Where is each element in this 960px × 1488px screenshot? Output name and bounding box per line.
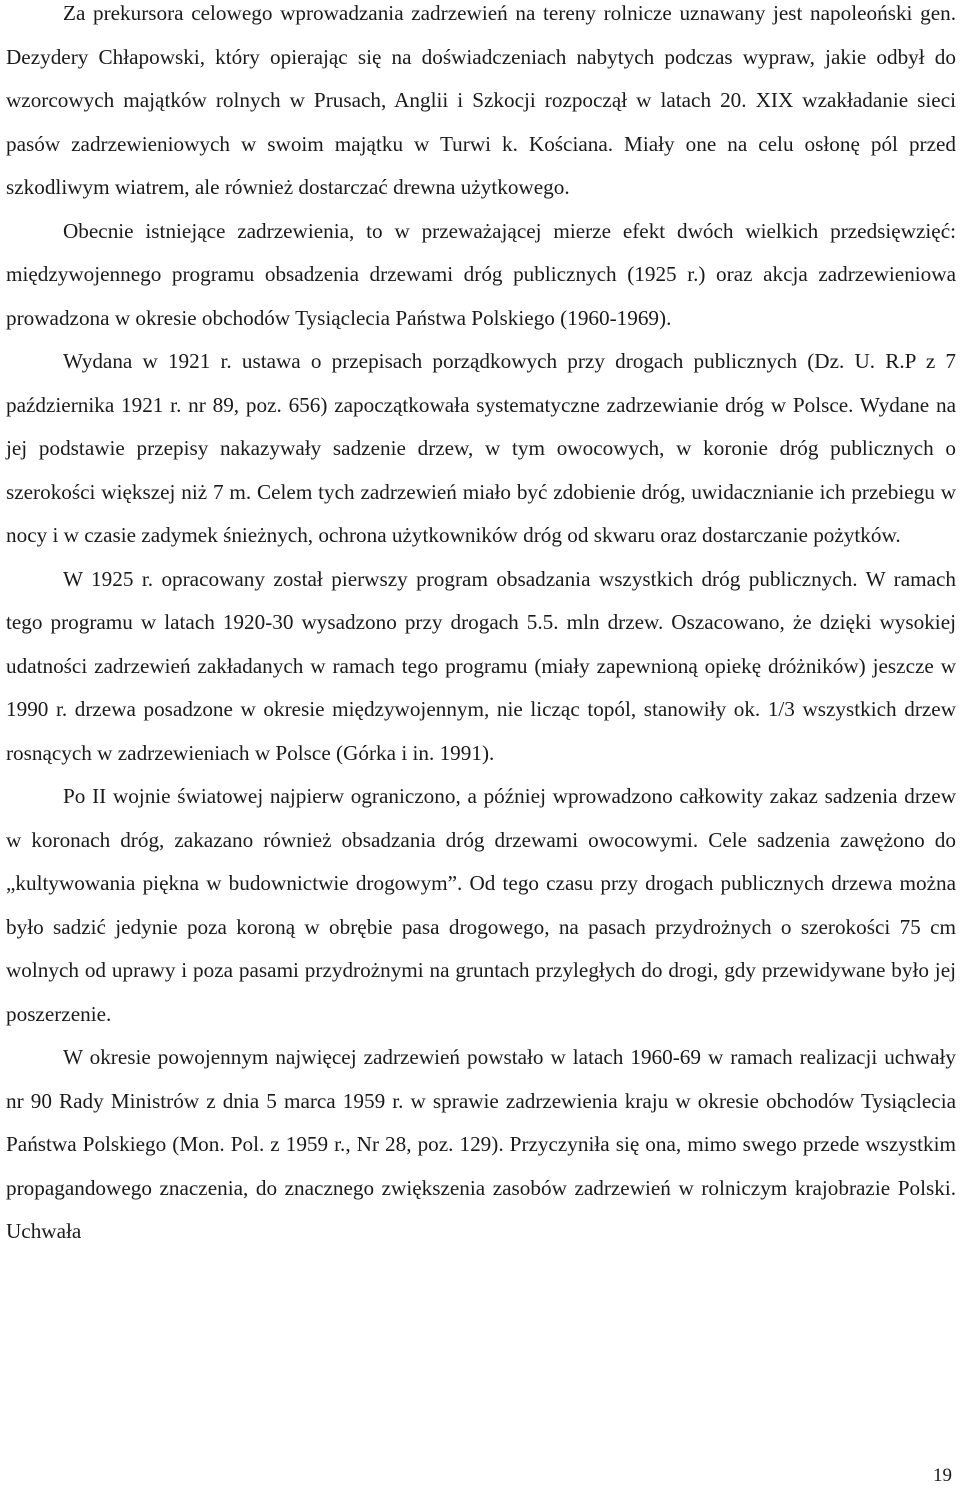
document-page (6, 0, 956, 1254)
paragraph-3: Wydana w 1921 r. ustawa o przepisach porządkowych przy drogach publicznych (Dz. U. R.P z 7 października 1921 r. nr 89, poz. 656) zapoczątkowała systematyczne zadrzewianie dróg w Polsce. Wydane na jej podstawie przepisy nakazywały sadzenie drzew, w tym owocowych, w koronie dróg publicznych o szerokości większej niż 7 m. Celem tych zadrzewień miało być zdobienie dróg, uwidacznianie ich przebiegu w nocy i w czasie zadymek śnieżnych, ochrona użytkowników dróg od skwaru oraz dostarczanie pożytków. (6, 349, 956, 547)
paragraph-4: W 1925 r. opracowany został pierwszy program obsadzania wszystkich dróg publicznych. W ramach tego programu w latach 1920-30 wysadzono przy drogach 5.5. mln drzew. Oszacowano, że dzięki wysokiej udatności zadrzewień zakładanych w ramach tego programu (miały zapewnioną opiekę dróżników) jeszcze w 1990 r. drzewa posadzone w okresie międzywojennym, nie licząc topól, stanowiły ok. 1/3 wszystkich drzew rosnących w zadrzewieniach w Polsce (Górka i in. 1991). (6, 566, 956, 765)
paragraph-2: Obecnie istniejące zadrzewienia, to w przeważającej mierze efekt dwóch wielkich przedsięwzięć: międzywojennego programu obsadzenia drzewami dróg publicznych (1925 r.) oraz akcja zadrzewieniowa prowadzona w okresie obchodów Tysiąclecia Państwa Polskiego (1960-1969). (6, 218, 956, 330)
paragraph-6: W okresie powojennym najwięcej zadrzewień powstało w latach 1960-69 w ramach realizacji uchwały nr 90 Rady Ministrów z dnia 5 marca 1959 r. w sprawie zadrzewienia kraju w okresie obchodów Tysiąclecia Państwa Polskiego (Mon. Pol. z 1959 r., Nr 28, poz. 129). Przyczyniła się ona, mimo swego przede wszystkim propagandowego znaczenia, do znacznego zwiększenia zasobów zadrzewień w rolniczym krajobrazie Polski. Uchwała (6, 1045, 956, 1243)
paragraph-5: Po II wojnie światowej najpierw ograniczono, a później wprowadzono całkowity zakaz sadzenia drzew w koronach dróg, zakazano również obsadzania dróg drzewami owocowymi. Cele sadzenia zawężono do „kultywowania piękna w budownictwie drogowym”. Od tego czasu przy drogach publicznych drzewa można było sadzić jedynie poza koroną w obrębie pasa drogowego, na pasach przydrożnych o szerokości 75 cm wolnych od uprawy i poza pasami przydrożnymi na gruntach przyległych do drogi, gdy przewidywane było jej poszerzenie. (6, 784, 956, 1026)
paragraph-1: Za prekursora celowego wprowadzania zadrzewień na tereny rolnicze uznawany jest napoleoński gen. Dezydery Chłapowski, który opierając się na doświadczeniach nabytych podczas wypraw, jakie odbył do wzorcowych majątków rolnych w Prusach, Anglii i Szkocji rozpoczął w latach 20. XIX wzakładanie sieci pasów zadrzewieniowych w swoim majątku w Turwi k. Kościana. Miały one na celu osłonę pól przed szkodliwym wiatrem, ale również dostarczać drewna użytkowego. (6, 1, 956, 199)
page-number: 19 (933, 1465, 952, 1486)
